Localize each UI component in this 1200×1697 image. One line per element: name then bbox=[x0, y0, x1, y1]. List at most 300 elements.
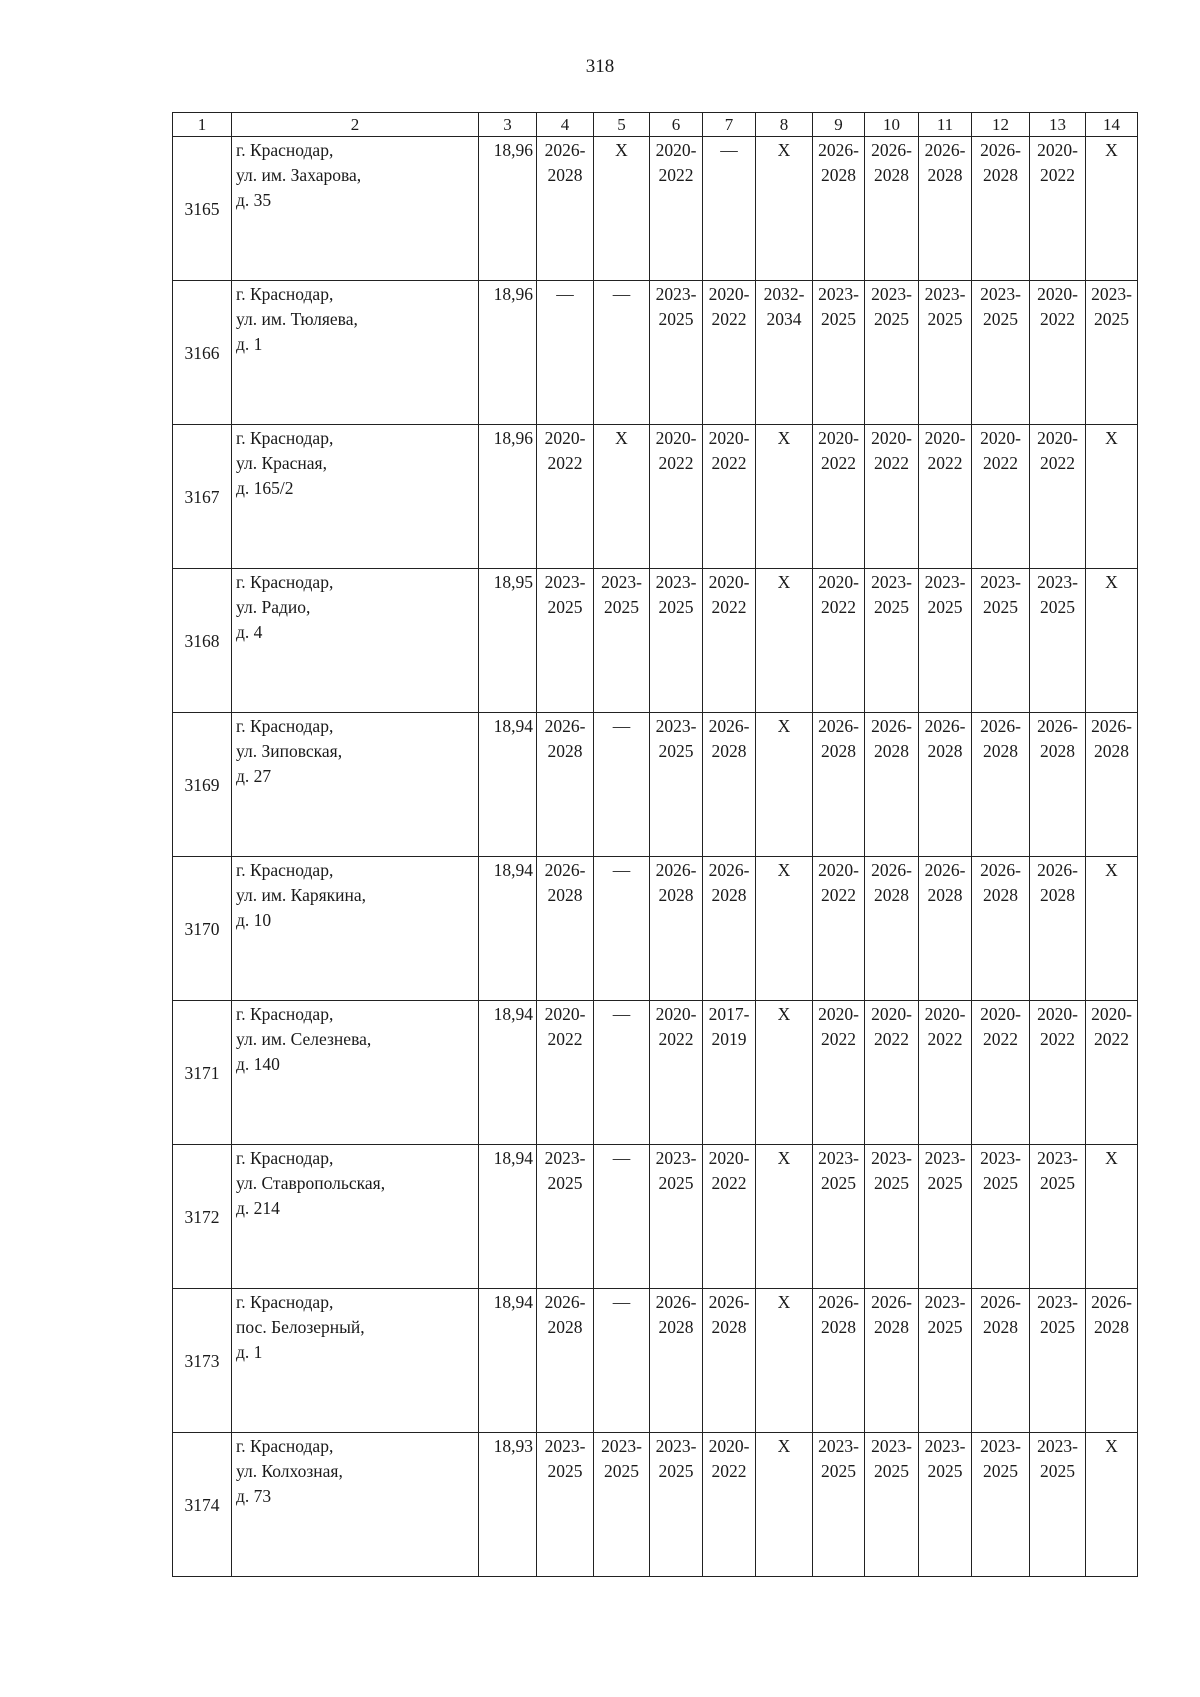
period-cell bbox=[703, 1433, 756, 1577]
period-cell bbox=[972, 1001, 1030, 1145]
period-line: 2025 bbox=[874, 1173, 909, 1193]
address-cell bbox=[232, 713, 479, 857]
period-line: 2020- bbox=[655, 140, 697, 160]
period-line: 2022 bbox=[658, 1029, 694, 1049]
period-cell bbox=[756, 1289, 813, 1433]
column-header: 1 bbox=[173, 113, 232, 137]
period-cell bbox=[537, 137, 594, 281]
period-line: X bbox=[777, 716, 791, 736]
period-cell bbox=[703, 1145, 756, 1289]
period-cell bbox=[594, 281, 650, 425]
table-row bbox=[173, 137, 1138, 281]
period-line: X bbox=[777, 1004, 791, 1024]
address-line: ул. Радио, bbox=[236, 597, 311, 617]
period-line: 2020- bbox=[708, 572, 750, 592]
address-cell bbox=[232, 1433, 479, 1577]
area-cell: 18,94 bbox=[479, 1001, 537, 1145]
period-line: 2026- bbox=[1037, 716, 1078, 736]
column-header: 3 bbox=[479, 113, 537, 137]
address-line: ул. им. Карякина, bbox=[236, 885, 367, 905]
period-line: 2025 bbox=[604, 1461, 639, 1481]
period-line: 2023- bbox=[818, 1436, 859, 1456]
period-line: X bbox=[1105, 572, 1118, 592]
period-line: 2023- bbox=[655, 572, 697, 592]
period-line: 2026- bbox=[818, 1292, 859, 1312]
area-cell: 18,96 bbox=[479, 281, 537, 425]
period-line: 2028 bbox=[874, 165, 909, 185]
period-line: X bbox=[777, 428, 791, 448]
period-cell bbox=[919, 281, 972, 425]
address-line: г. Краснодар, bbox=[236, 860, 334, 880]
period-cell bbox=[865, 425, 919, 569]
period-line: — bbox=[612, 284, 631, 304]
period-cell bbox=[1086, 137, 1138, 281]
area-cell: 18,94 bbox=[479, 1289, 537, 1433]
period-line: 2020- bbox=[818, 1004, 859, 1024]
period-line: 2026- bbox=[871, 140, 912, 160]
period-cell bbox=[650, 1289, 703, 1433]
period-line: 2023- bbox=[924, 572, 966, 592]
period-line: — bbox=[720, 140, 738, 160]
period-cell bbox=[919, 857, 972, 1001]
period-line: 2023- bbox=[655, 284, 697, 304]
period-cell bbox=[756, 1433, 813, 1577]
table-body bbox=[173, 113, 1138, 1577]
column-header: 9 bbox=[813, 113, 865, 137]
period-cell bbox=[594, 713, 650, 857]
period-line: 2026- bbox=[544, 716, 586, 736]
period-line: 2023- bbox=[871, 1436, 912, 1456]
column-header: 14 bbox=[1086, 113, 1138, 137]
period-line: 2023- bbox=[655, 1436, 697, 1456]
period-cell bbox=[594, 857, 650, 1001]
period-line: 2022 bbox=[821, 453, 856, 473]
period-line: 2022 bbox=[821, 885, 856, 905]
column-header: 8 bbox=[756, 113, 813, 137]
period-line: 2022 bbox=[711, 453, 747, 473]
period-line: 2028 bbox=[658, 1317, 694, 1337]
row-number: 3165 bbox=[173, 137, 232, 281]
period-cell bbox=[1030, 1289, 1086, 1433]
period-cell bbox=[813, 1001, 865, 1145]
period-cell bbox=[703, 1001, 756, 1145]
period-line: 2025 bbox=[927, 597, 963, 617]
period-cell bbox=[650, 1001, 703, 1145]
period-cell bbox=[756, 425, 813, 569]
period-cell bbox=[1086, 425, 1138, 569]
period-line: 2020- bbox=[544, 428, 586, 448]
period-cell bbox=[594, 137, 650, 281]
address-cell bbox=[232, 857, 479, 1001]
table-row bbox=[173, 1289, 1138, 1433]
period-cell bbox=[972, 1433, 1030, 1577]
period-cell bbox=[650, 569, 703, 713]
period-line: X bbox=[777, 572, 791, 592]
period-line: X bbox=[615, 428, 628, 448]
period-cell bbox=[919, 1289, 972, 1433]
period-line: 2020- bbox=[544, 1004, 586, 1024]
address-line: г. Краснодар, bbox=[236, 1004, 334, 1024]
address-line: д. 140 bbox=[236, 1054, 280, 1074]
period-line: 2026- bbox=[980, 860, 1021, 880]
period-line: 2028 bbox=[658, 885, 694, 905]
address-cell bbox=[232, 425, 479, 569]
period-line: 2028 bbox=[927, 885, 963, 905]
table-row bbox=[173, 425, 1138, 569]
period-line: 2026- bbox=[544, 140, 586, 160]
period-cell bbox=[1030, 281, 1086, 425]
page-number: 318 bbox=[585, 56, 615, 77]
period-line: — bbox=[612, 1292, 631, 1312]
period-cell bbox=[813, 1433, 865, 1577]
period-line: 2026- bbox=[655, 1292, 697, 1312]
period-line: 2026- bbox=[708, 1292, 750, 1312]
period-line: 2023- bbox=[601, 572, 642, 592]
period-cell bbox=[919, 713, 972, 857]
period-line: 2026- bbox=[980, 1292, 1021, 1312]
row-number: 3173 bbox=[173, 1289, 232, 1433]
period-line: 2026- bbox=[655, 860, 697, 880]
period-line: 2028 bbox=[983, 741, 1018, 761]
period-cell bbox=[1030, 713, 1086, 857]
period-line: 2028 bbox=[711, 885, 747, 905]
period-line: 2023- bbox=[871, 284, 912, 304]
period-line: 2026- bbox=[980, 716, 1021, 736]
area-cell: 18,94 bbox=[479, 713, 537, 857]
table-row bbox=[173, 1433, 1138, 1577]
period-line: 2020- bbox=[818, 572, 859, 592]
period-line: 2023- bbox=[818, 1148, 859, 1168]
period-line: X bbox=[1105, 140, 1118, 160]
period-cell bbox=[650, 1145, 703, 1289]
period-line: 2017- bbox=[708, 1004, 750, 1024]
period-line: 2023- bbox=[1037, 1292, 1078, 1312]
period-line: 2023- bbox=[924, 1148, 966, 1168]
period-line: 2020- bbox=[708, 284, 750, 304]
period-line: 2026- bbox=[980, 140, 1021, 160]
period-line: 2025 bbox=[927, 1173, 963, 1193]
area-cell: 18,96 bbox=[479, 425, 537, 569]
period-cell bbox=[537, 425, 594, 569]
period-cell bbox=[1086, 281, 1138, 425]
period-line: 2025 bbox=[874, 309, 909, 329]
period-line: 2023- bbox=[871, 572, 912, 592]
column-header: 13 bbox=[1030, 113, 1086, 137]
period-cell bbox=[1086, 713, 1138, 857]
period-line: 2026- bbox=[1037, 860, 1078, 880]
period-cell bbox=[650, 281, 703, 425]
period-line: 2023- bbox=[544, 572, 586, 592]
table-row bbox=[173, 1145, 1138, 1289]
period-cell bbox=[537, 569, 594, 713]
period-line: 2025 bbox=[983, 597, 1018, 617]
period-line: 2026- bbox=[708, 716, 750, 736]
period-line: 2022 bbox=[874, 1029, 909, 1049]
period-line: 2028 bbox=[1040, 741, 1075, 761]
address-line: ул. Зиповская, bbox=[236, 741, 343, 761]
period-line: 2028 bbox=[983, 885, 1018, 905]
period-line: 2028 bbox=[983, 1317, 1018, 1337]
period-cell bbox=[537, 857, 594, 1001]
period-cell bbox=[756, 857, 813, 1001]
period-line: 2020- bbox=[1037, 140, 1078, 160]
schedule-table bbox=[172, 112, 1138, 1577]
period-line: 2028 bbox=[1094, 741, 1129, 761]
column-header: 6 bbox=[650, 113, 703, 137]
period-line: 2025 bbox=[658, 1461, 694, 1481]
period-cell bbox=[919, 1433, 972, 1577]
period-cell bbox=[919, 569, 972, 713]
period-line: 2028 bbox=[874, 1317, 909, 1337]
period-line: 2028 bbox=[821, 741, 856, 761]
column-header: 11 bbox=[919, 113, 972, 137]
address-line: г. Краснодар, bbox=[236, 716, 334, 736]
table-row bbox=[173, 713, 1138, 857]
address-line: ул. Колхозная, bbox=[236, 1461, 343, 1481]
period-line: 2026- bbox=[871, 716, 912, 736]
period-line: 2023- bbox=[980, 284, 1021, 304]
period-line: 2022 bbox=[658, 165, 694, 185]
period-line: 2020- bbox=[871, 428, 912, 448]
period-line: 2022 bbox=[1040, 453, 1075, 473]
address-line: г. Краснодар, bbox=[236, 428, 334, 448]
period-cell bbox=[972, 1145, 1030, 1289]
period-cell bbox=[1086, 569, 1138, 713]
period-line: 2023- bbox=[980, 1148, 1021, 1168]
period-line: 2026- bbox=[1091, 1292, 1132, 1312]
period-cell bbox=[972, 425, 1030, 569]
address-cell bbox=[232, 1001, 479, 1145]
address-line: д. 27 bbox=[236, 766, 272, 786]
period-cell bbox=[813, 857, 865, 1001]
table-row bbox=[173, 281, 1138, 425]
address-cell bbox=[232, 569, 479, 713]
column-header: 7 bbox=[703, 113, 756, 137]
address-line: ул. им. Тюляева, bbox=[236, 309, 358, 329]
period-cell bbox=[537, 1145, 594, 1289]
period-cell bbox=[594, 569, 650, 713]
period-line: 2026- bbox=[818, 716, 859, 736]
address-line: ул. Ставропольская, bbox=[236, 1173, 386, 1193]
period-line: 2022 bbox=[711, 597, 747, 617]
period-cell bbox=[813, 1289, 865, 1433]
period-cell bbox=[865, 137, 919, 281]
period-line: X bbox=[777, 1436, 791, 1456]
row-number: 3170 bbox=[173, 857, 232, 1001]
period-line: 2026- bbox=[1091, 716, 1132, 736]
period-line: 2020- bbox=[708, 1148, 750, 1168]
period-line: 2025 bbox=[927, 1461, 963, 1481]
period-line: 2025 bbox=[983, 1173, 1018, 1193]
period-line: 2028 bbox=[547, 741, 583, 761]
period-line: 2020- bbox=[1037, 284, 1078, 304]
row-number: 3174 bbox=[173, 1433, 232, 1577]
address-line: пос. Белозерный, bbox=[236, 1317, 365, 1337]
period-cell bbox=[703, 281, 756, 425]
period-cell bbox=[919, 1001, 972, 1145]
period-line: 2022 bbox=[547, 1029, 583, 1049]
period-cell bbox=[813, 569, 865, 713]
column-header: 2 bbox=[232, 113, 479, 137]
period-cell bbox=[756, 1001, 813, 1145]
period-line: 2022 bbox=[1040, 165, 1075, 185]
period-line: 2028 bbox=[983, 165, 1018, 185]
period-line: — bbox=[612, 716, 631, 736]
period-line: 2028 bbox=[547, 165, 583, 185]
period-line: 2025 bbox=[821, 1173, 856, 1193]
period-line: 2020- bbox=[655, 1004, 697, 1024]
period-line: 2020- bbox=[1091, 1004, 1132, 1024]
period-cell bbox=[703, 569, 756, 713]
period-line: 2028 bbox=[821, 1317, 856, 1337]
row-number: 3166 bbox=[173, 281, 232, 425]
period-line: 2025 bbox=[658, 597, 694, 617]
period-cell bbox=[594, 1001, 650, 1145]
period-line: 2022 bbox=[821, 597, 856, 617]
period-line: 2020- bbox=[924, 428, 966, 448]
address-line: г. Краснодар, bbox=[236, 1436, 334, 1456]
period-cell bbox=[537, 1289, 594, 1433]
period-line: 2025 bbox=[821, 1461, 856, 1481]
address-line: д. 165/2 bbox=[236, 478, 294, 498]
period-line: 2026- bbox=[818, 140, 859, 160]
period-line: 2022 bbox=[711, 1461, 747, 1481]
period-cell bbox=[650, 713, 703, 857]
period-line: 2020- bbox=[708, 428, 750, 448]
table-row bbox=[173, 857, 1138, 1001]
period-line: 2025 bbox=[547, 1461, 583, 1481]
period-line: 2025 bbox=[983, 1461, 1018, 1481]
period-line: 2020- bbox=[708, 1436, 750, 1456]
period-line: 2025 bbox=[1040, 1173, 1075, 1193]
period-line: 2023- bbox=[1091, 284, 1132, 304]
period-line: — bbox=[612, 860, 631, 880]
period-cell bbox=[1086, 1001, 1138, 1145]
address-cell bbox=[232, 281, 479, 425]
period-cell bbox=[650, 137, 703, 281]
period-cell bbox=[756, 1145, 813, 1289]
address-line: г. Краснодар, bbox=[236, 284, 334, 304]
row-number: 3169 bbox=[173, 713, 232, 857]
period-line: 2028 bbox=[547, 1317, 583, 1337]
period-cell bbox=[703, 137, 756, 281]
period-cell bbox=[972, 713, 1030, 857]
period-cell bbox=[594, 1289, 650, 1433]
period-line: 2026- bbox=[924, 140, 966, 160]
address-line: д. 35 bbox=[236, 190, 272, 210]
period-cell bbox=[594, 1145, 650, 1289]
period-cell bbox=[865, 281, 919, 425]
period-cell bbox=[865, 713, 919, 857]
period-line: 2025 bbox=[874, 1461, 909, 1481]
period-line: 2028 bbox=[1040, 885, 1075, 905]
period-cell bbox=[1030, 425, 1086, 569]
address-line: г. Краснодар, bbox=[236, 572, 334, 592]
period-cell bbox=[1086, 1145, 1138, 1289]
address-cell bbox=[232, 1145, 479, 1289]
period-line: X bbox=[1105, 428, 1118, 448]
period-cell bbox=[756, 137, 813, 281]
period-line: 2022 bbox=[658, 453, 694, 473]
period-cell bbox=[972, 137, 1030, 281]
period-line: 2028 bbox=[1094, 1317, 1129, 1337]
period-line: 2022 bbox=[983, 453, 1018, 473]
period-line: 2020- bbox=[818, 428, 859, 448]
period-cell bbox=[1030, 857, 1086, 1001]
period-cell bbox=[813, 137, 865, 281]
period-line: 2028 bbox=[927, 741, 963, 761]
period-cell bbox=[919, 137, 972, 281]
period-line: 2023- bbox=[601, 1436, 642, 1456]
period-line: 2028 bbox=[874, 741, 909, 761]
period-cell bbox=[537, 281, 594, 425]
period-line: 2028 bbox=[547, 885, 583, 905]
address-line: ул. им. Захарова, bbox=[236, 165, 362, 185]
row-number: 3168 bbox=[173, 569, 232, 713]
row-number: 3172 bbox=[173, 1145, 232, 1289]
period-cell bbox=[594, 1433, 650, 1577]
table-row bbox=[173, 1001, 1138, 1145]
period-line: 2019 bbox=[711, 1029, 747, 1049]
period-line: 2022 bbox=[1040, 1029, 1075, 1049]
period-line: 2020- bbox=[1037, 1004, 1078, 1024]
period-line: 2020- bbox=[980, 1004, 1021, 1024]
period-line: 2022 bbox=[711, 309, 747, 329]
period-line: 2023- bbox=[980, 572, 1021, 592]
period-line: X bbox=[1105, 860, 1118, 880]
period-line: 2028 bbox=[711, 741, 747, 761]
area-cell: 18,95 bbox=[479, 569, 537, 713]
period-cell bbox=[813, 281, 865, 425]
address-line: д. 1 bbox=[236, 334, 263, 354]
period-line: 2022 bbox=[821, 1029, 856, 1049]
period-cell bbox=[813, 713, 865, 857]
period-line: 2020- bbox=[818, 860, 859, 880]
period-cell bbox=[650, 857, 703, 1001]
period-line: 2026- bbox=[871, 860, 912, 880]
column-header: 4 bbox=[537, 113, 594, 137]
period-line: 2026- bbox=[924, 860, 966, 880]
period-line: 2023- bbox=[544, 1148, 586, 1168]
column-header: 5 bbox=[594, 113, 650, 137]
area-cell: 18,96 bbox=[479, 137, 537, 281]
period-cell bbox=[1086, 1433, 1138, 1577]
period-line: 2023- bbox=[1037, 572, 1078, 592]
period-cell bbox=[813, 1145, 865, 1289]
address-line: г. Краснодар, bbox=[236, 140, 334, 160]
address-line: д. 4 bbox=[236, 622, 263, 642]
period-line: X bbox=[777, 140, 791, 160]
period-cell bbox=[972, 281, 1030, 425]
period-line: 2020- bbox=[980, 428, 1021, 448]
period-line: X bbox=[777, 1292, 791, 1312]
period-line: 2022 bbox=[983, 1029, 1018, 1049]
period-line: X bbox=[777, 1148, 791, 1168]
period-line: 2023- bbox=[655, 1148, 697, 1168]
period-line: 2020- bbox=[871, 1004, 912, 1024]
period-cell bbox=[1086, 1289, 1138, 1433]
period-line: 2020- bbox=[655, 428, 697, 448]
period-line: 2022 bbox=[927, 453, 963, 473]
period-cell bbox=[865, 1289, 919, 1433]
period-line: 2025 bbox=[983, 309, 1018, 329]
period-line: 2025 bbox=[927, 309, 963, 329]
period-line: 2023- bbox=[980, 1436, 1021, 1456]
period-cell bbox=[865, 1433, 919, 1577]
period-line: 2023- bbox=[655, 716, 697, 736]
period-cell bbox=[972, 857, 1030, 1001]
period-line: 2026- bbox=[871, 1292, 912, 1312]
